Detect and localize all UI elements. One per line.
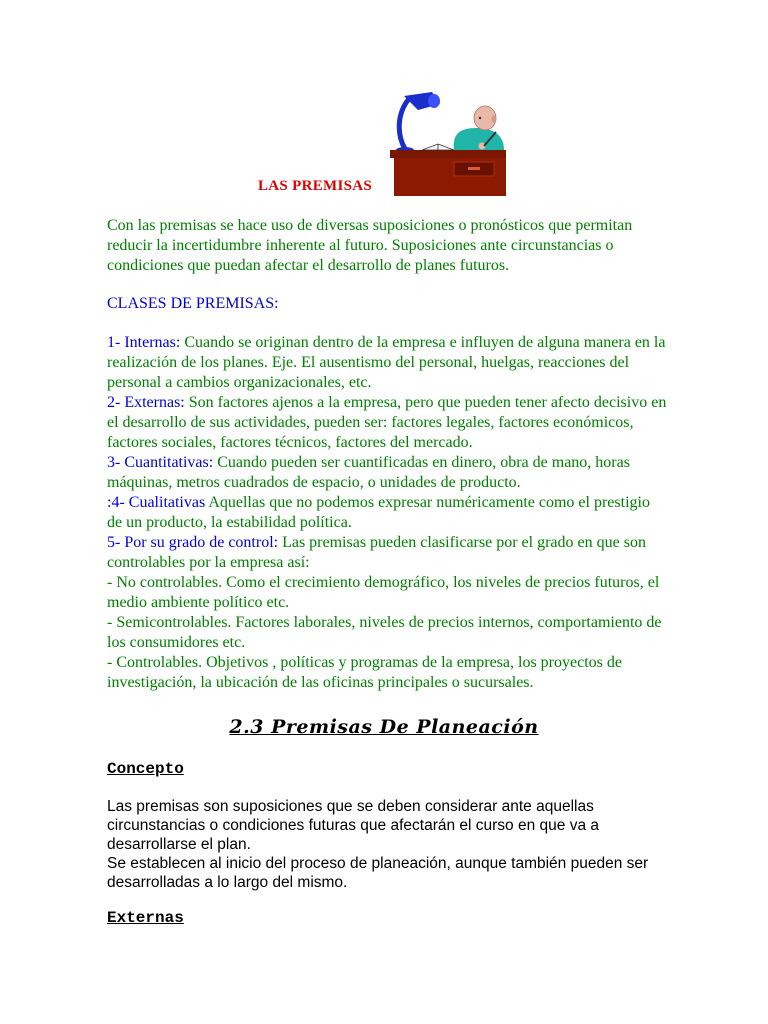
list-item-label: 1- Internas: [107,334,181,351]
list-item [107,493,667,533]
clases-heading: CLASES DE PREMISAS: [107,295,279,312]
list-item-label: 3- Cuantitativas: [107,454,214,471]
list-item-text: Cuando se originan dentro de la empresa e influyen de alguna manera en la realización de los planes. Eje. El ausentismo del personal, huelgas, reacciones del personal a cambios organizacionales, etc. [107,334,666,391]
sub-list-item: - No controlables. Como el crecimiento demográfico, los niveles de precios futuros, el medio ambiente político etc. [107,574,660,611]
concepto-paragraph: Las premisas son suposiciones que se deben considerar ante aquellas circunstancias o condiciones futuras que afectarán el curso en que va a desarrollarse el plan. [107,798,599,853]
concepto-body [107,797,667,892]
list-item [107,453,667,493]
list-item-text: Las premisas pueden clasificarse por el grado en que son controlables por la empresa así: [107,534,646,571]
list-item [107,393,667,453]
concepto-paragraph: Se establecen al inicio del proceso de planeación, aunque también pueden ser desarrolladas a lo largo del mismo. [107,855,649,891]
sub-list-item: - Controlables. Objetivos , políticas y programas de la empresa, los proyectos de investigación, la ubicación de las oficinas principales o sucursales. [107,654,622,691]
concepto-heading: Concepto [107,760,184,778]
section-title: 2.3 Premisas De Planeación [229,716,539,738]
list-item-label: :4- Cualitativas [107,494,206,511]
list-item-label: 5- Por su grado de control: [107,534,279,551]
list-item-text: Cuando pueden ser cuantificadas en dinero, obra de mano, horas máquinas, metros cuadrados de espacio, o unidades de producto. [107,454,630,491]
externas-heading: Externas [107,909,184,927]
list-item [107,333,667,393]
premise-classes-list [107,333,667,693]
list-item [107,533,667,573]
list-item-text: Son factores ajenos a la empresa, pero que pueden tener afecto decisivo en el desarrollo de sus actividades, pueden ser: factores legales, factores económicos, factores sociales, factores técnicos, factores del mercado. [107,394,667,451]
list-item-label: 2- Externas: [107,394,185,411]
student-desk-icon [388,88,506,196]
page-title: LAS PREMISAS [258,178,373,194]
sub-list-item: - Semicontrolables. Factores laborales, niveles de precios internos, comportamiento de los consumidores etc. [107,614,662,651]
list-item-text: Aquellas que no podemos expresar numéricamente como el prestigio de un producto, la estabilidad política. [107,494,650,531]
intro-paragraph: Con las premisas se hace uso de diversas suposiciones o pronósticos que permitan reducir la incertidumbre inherente al futuro. Suposiciones ante circunstancias o condiciones que puedan afectar el desarrollo de planes futuros. [107,217,633,274]
